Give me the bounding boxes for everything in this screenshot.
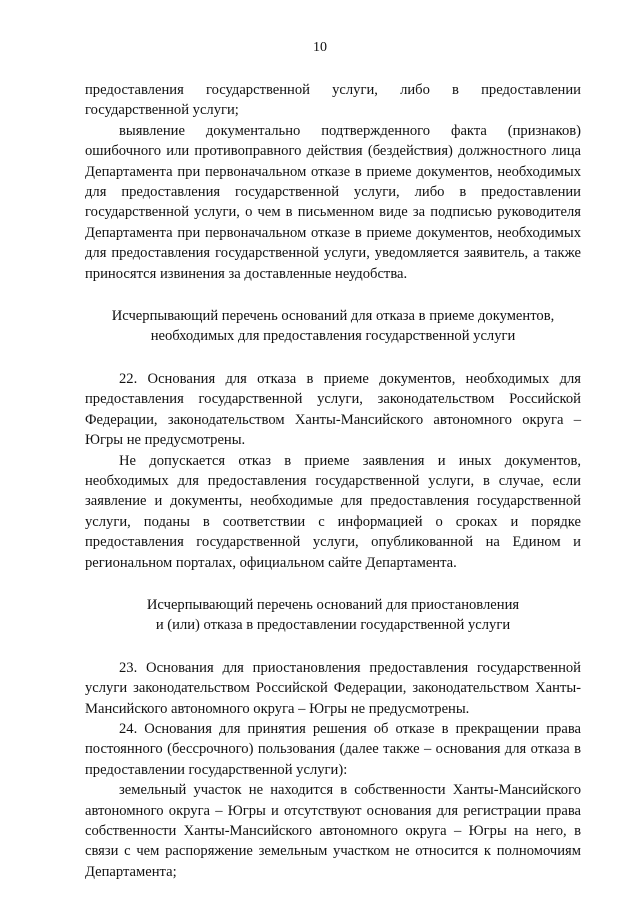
section-heading-suspension: [85, 595, 581, 636]
paragraph-24: 24. Основания для принятия решения об отказе в прекращении права постоянного (бессрочного) пользования (далее также – основания для отказа в предоставлении государственной услуги):: [85, 720, 581, 778]
heading-line: Исчерпывающий перечень оснований для отказа в приеме документов,: [111, 308, 555, 325]
paragraph-no-refusal: Не допускается отказ в приеме заявления и иных документов, необходимых для предоставления государственной услуги, в случае, если заявление и документы, необходимые для предоставления государственной услуги, поданы в соответствии с информацией о сроках и порядке предоставления государственной услуги, опубликованной на Едином и региональном порталах, официальном сайте Департамента.: [85, 452, 581, 571]
paragraph-error-detection: выявление документально подтвержденного факта (признаков) ошибочного или противоправного действия (бездействия) должностного лица Департамента при первоначальном отказе в приеме документов, необходимых для предоставления государственной услуги, либо в предоставлении государственной услуги, о чем в письменном виде за подписью руководителя Департамента при первоначальном отказе в приеме документов, необходимых для предоставления государственной услуги, уведомляется заявитель, а также приносятся извинения за доставленные неудобства.: [85, 122, 581, 282]
section-heading-refusal-documents: [85, 306, 581, 347]
paragraph-continuation: предоставления государственной услуги, либо в предоставлении государственной услуги;: [85, 82, 581, 119]
document-body: [85, 80, 581, 882]
heading-line: необходимых для предоставления государственной услуги: [150, 328, 516, 345]
heading-line: и (или) отказа в предоставлении государственной услуги: [155, 617, 511, 634]
paragraph-23: 23. Основания для приостановления предоставления государственной услуги законодательством Российской Федерации, законодательством Ханты-Мансийского автономного округа – Югры не предусмотрены.: [85, 659, 581, 717]
heading-line: Исчерпывающий перечень оснований для приостановления: [146, 596, 520, 613]
paragraph-22: 22. Основания для отказа в приеме документов, необходимых для предоставления государственной услуги, законодательством Российской Федерации, законодательством Ханты-Мансийского автономного округа – Югры не предусмотрены.: [85, 370, 581, 449]
page-number: 10: [313, 40, 327, 55]
paragraph-land-plot: земельный участок не находится в собственности Ханты-Мансийского автономного округа – Югры и отсутствуют основания для регистрации права собственности Ханты-Мансийского автономного округа – Югры на него, в связи с чем распоряжение земельным участком не относится к полномочиям Департамента;: [85, 782, 581, 880]
